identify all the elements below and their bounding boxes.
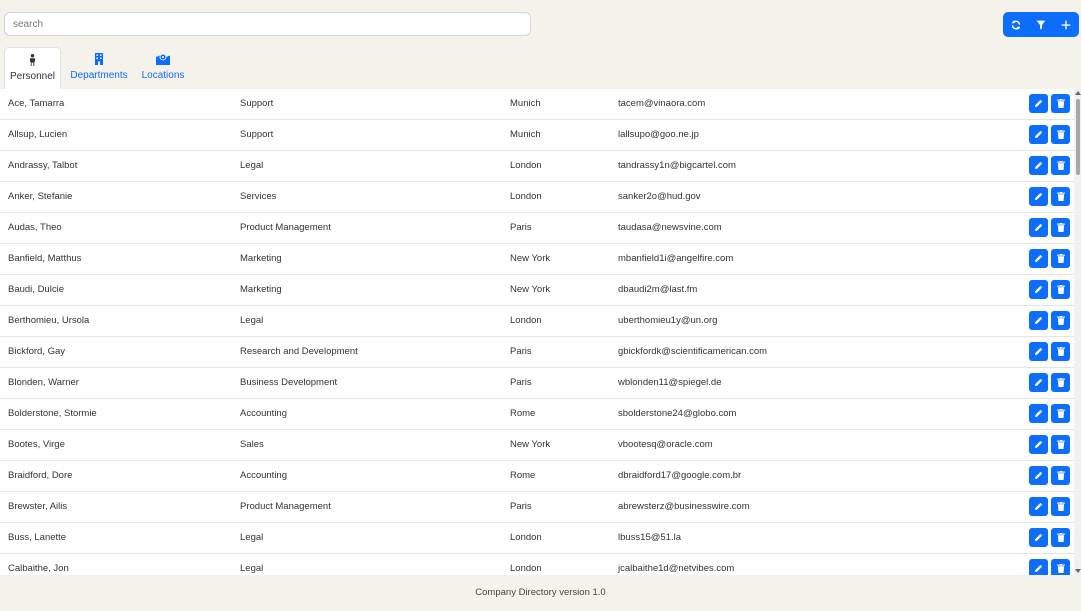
edit-button[interactable] — [1029, 280, 1048, 299]
map-location-icon — [156, 53, 170, 65]
search-input[interactable] — [4, 12, 531, 36]
tab-departments[interactable] — [61, 47, 137, 89]
edit-button[interactable] — [1029, 559, 1048, 575]
trash-icon — [1057, 161, 1065, 170]
table-row — [0, 306, 1074, 337]
department-cell: Research and Development — [240, 346, 358, 357]
filter-button[interactable] — [1028, 12, 1053, 37]
trash-icon — [1057, 254, 1065, 263]
edit-button[interactable] — [1029, 311, 1048, 330]
name-cell: Banfield, Matthus — [8, 253, 82, 264]
pencil-icon — [1034, 347, 1043, 356]
department-cell: Legal — [240, 160, 264, 171]
row-actions — [1029, 342, 1070, 361]
name-cell: Andrassy, Talbot — [8, 160, 78, 171]
name-cell: Ace, Tamarra — [8, 98, 65, 109]
location-cell: Rome — [510, 408, 536, 419]
row-actions — [1029, 435, 1070, 454]
row-actions — [1029, 94, 1070, 113]
delete-button[interactable] — [1051, 311, 1070, 330]
trash-icon — [1057, 378, 1065, 387]
email-cell: vbootesq@oracle.com — [618, 439, 713, 450]
location-cell: Paris — [510, 501, 532, 512]
pencil-icon — [1034, 533, 1043, 542]
delete-button[interactable] — [1051, 125, 1070, 144]
refresh-button[interactable] — [1003, 12, 1028, 37]
row-actions — [1029, 125, 1070, 144]
email-cell: taudasa@newsvine.com — [618, 222, 722, 233]
refresh-icon — [1011, 20, 1021, 30]
table-row — [0, 275, 1074, 306]
trash-icon — [1057, 223, 1065, 232]
delete-button[interactable] — [1051, 280, 1070, 299]
pencil-icon — [1034, 471, 1043, 480]
edit-button[interactable] — [1029, 249, 1048, 268]
table-row — [0, 461, 1074, 492]
row-actions — [1029, 249, 1070, 268]
email-cell: wblonden11@spiegel.de — [618, 377, 722, 388]
department-cell: Marketing — [240, 284, 282, 295]
pencil-icon — [1034, 285, 1043, 294]
building-icon — [94, 53, 104, 65]
row-actions — [1029, 280, 1070, 299]
delete-button[interactable] — [1051, 497, 1070, 516]
edit-button[interactable] — [1029, 156, 1048, 175]
vertical-scrollbar[interactable] — [1074, 89, 1081, 575]
location-cell: Paris — [510, 346, 532, 357]
trash-icon — [1057, 471, 1065, 480]
name-cell: Allsup, Lucien — [8, 129, 68, 140]
trash-icon — [1057, 192, 1065, 201]
row-actions — [1029, 218, 1070, 237]
tab-personnel[interactable] — [4, 47, 61, 89]
trash-icon — [1057, 502, 1065, 511]
pencil-icon — [1034, 378, 1043, 387]
pencil-icon — [1034, 130, 1043, 139]
filter-icon — [1036, 20, 1046, 30]
name-cell: Bolderstone, Stormie — [8, 408, 97, 419]
delete-button[interactable] — [1051, 218, 1070, 237]
trash-icon — [1057, 409, 1065, 418]
name-cell: Baudi, Dulcie — [8, 284, 64, 295]
scroll-down-icon[interactable] — [1075, 569, 1081, 573]
row-actions — [1029, 373, 1070, 392]
location-cell: New York — [510, 284, 551, 295]
location-cell: London — [510, 563, 542, 574]
email-cell: lallsupo@goo.ne.jp — [618, 129, 699, 140]
person-icon — [28, 54, 37, 66]
pencil-icon — [1034, 440, 1043, 449]
delete-button[interactable] — [1051, 404, 1070, 423]
tab-label: Departments — [70, 70, 128, 81]
department-cell: Legal — [240, 563, 264, 574]
email-cell: dbaudi2m@last.fm — [618, 284, 698, 295]
trash-icon — [1057, 347, 1065, 356]
trash-icon — [1057, 440, 1065, 449]
edit-button[interactable] — [1029, 466, 1048, 485]
add-button[interactable] — [1054, 12, 1079, 37]
email-cell: abrewsterz@businesswire.com — [618, 501, 750, 512]
name-cell: Audas, Theo — [8, 222, 62, 233]
row-actions — [1029, 404, 1070, 423]
pencil-icon — [1034, 192, 1043, 201]
location-cell: Munich — [510, 98, 541, 109]
delete-button[interactable] — [1051, 435, 1070, 454]
delete-button[interactable] — [1051, 373, 1070, 392]
table-row — [0, 337, 1074, 368]
pencil-icon — [1034, 99, 1043, 108]
trash-icon — [1057, 564, 1065, 573]
location-cell: London — [510, 160, 542, 171]
table-row — [0, 120, 1074, 151]
table-row — [0, 399, 1074, 430]
edit-button[interactable] — [1029, 218, 1048, 237]
table-row — [0, 430, 1074, 461]
pencil-icon — [1034, 223, 1043, 232]
department-cell: Legal — [240, 315, 264, 326]
department-cell: Legal — [240, 532, 264, 543]
name-cell: Blonden, Warner — [8, 377, 79, 388]
row-actions — [1029, 559, 1070, 575]
trash-icon — [1057, 533, 1065, 542]
department-cell: Business Development — [240, 377, 338, 388]
row-actions — [1029, 466, 1070, 485]
top-bar — [0, 0, 1081, 46]
delete-button[interactable] — [1051, 342, 1070, 361]
tab-label: Locations — [141, 70, 185, 81]
tab-bar — [4, 47, 189, 89]
trash-icon — [1057, 99, 1065, 108]
location-cell: New York — [510, 253, 551, 264]
toolbar-button-group — [1003, 12, 1079, 37]
row-actions — [1029, 156, 1070, 175]
table-row — [0, 368, 1074, 399]
name-cell: Buss, Lanette — [8, 532, 67, 543]
name-cell: Bootes, Virge — [8, 439, 65, 450]
department-cell: Support — [240, 129, 274, 140]
department-cell: Product Management — [240, 501, 331, 512]
edit-button[interactable] — [1029, 528, 1048, 547]
name-cell: Brewster, Ailis — [8, 501, 68, 512]
location-cell: Rome — [510, 470, 536, 481]
trash-icon — [1057, 285, 1065, 294]
location-cell: Paris — [510, 377, 532, 388]
department-cell: Sales — [240, 439, 264, 450]
location-cell: New York — [510, 439, 551, 450]
email-cell: uberthomieu1y@un.org — [618, 315, 718, 326]
delete-button[interactable] — [1051, 156, 1070, 175]
email-cell: lbuss15@51.la — [618, 532, 681, 543]
row-actions — [1029, 187, 1070, 206]
edit-button[interactable] — [1029, 373, 1048, 392]
row-actions — [1029, 497, 1070, 516]
footer — [0, 575, 1081, 608]
table-row — [0, 492, 1074, 523]
delete-button[interactable] — [1051, 94, 1070, 113]
name-cell: Braidford, Dore — [8, 470, 73, 481]
trash-icon — [1057, 130, 1065, 139]
table-row — [0, 151, 1074, 182]
email-cell: sanker2o@hud.gov — [618, 191, 701, 202]
name-cell: Calbaithe, Jon — [8, 563, 69, 574]
delete-button[interactable] — [1051, 187, 1070, 206]
table-row — [0, 523, 1074, 554]
delete-button[interactable] — [1051, 466, 1070, 485]
location-cell: London — [510, 315, 542, 326]
email-cell: dbraidford17@google.com.br — [618, 470, 742, 481]
edit-button[interactable] — [1029, 404, 1048, 423]
email-cell: sbolderstone24@globo.com — [618, 408, 737, 419]
email-cell: gbickfordk@scientificamerican.com — [618, 346, 768, 357]
delete-button[interactable] — [1051, 559, 1070, 575]
personnel-table — [0, 89, 1074, 575]
footer-text: Company Directory version 1.0 — [475, 587, 606, 598]
table-row — [0, 554, 1074, 575]
department-cell: Accounting — [240, 470, 288, 481]
name-cell: Anker, Stefanie — [8, 191, 73, 202]
email-cell: jcalbaithe1d@netvibes.com — [618, 563, 735, 574]
department-cell: Accounting — [240, 408, 288, 419]
edit-button[interactable] — [1029, 94, 1048, 113]
email-cell: mbanfield1i@angelfire.com — [618, 253, 734, 264]
email-cell: tacem@vinaora.com — [618, 98, 706, 109]
edit-button[interactable] — [1029, 497, 1048, 516]
row-actions — [1029, 528, 1070, 547]
location-cell: London — [510, 532, 542, 543]
edit-button[interactable] — [1029, 187, 1048, 206]
department-cell: Product Management — [240, 222, 331, 233]
edit-button[interactable] — [1029, 125, 1048, 144]
pencil-icon — [1034, 161, 1043, 170]
pencil-icon — [1034, 316, 1043, 325]
scroll-up-icon[interactable] — [1075, 91, 1081, 95]
location-cell: London — [510, 191, 542, 202]
pencil-icon — [1034, 564, 1043, 573]
row-actions — [1029, 311, 1070, 330]
table-row — [0, 182, 1074, 213]
trash-icon — [1057, 316, 1065, 325]
department-cell: Marketing — [240, 253, 282, 264]
delete-button[interactable] — [1051, 528, 1070, 547]
location-cell: Paris — [510, 222, 532, 233]
plus-icon — [1061, 20, 1071, 30]
pencil-icon — [1034, 409, 1043, 418]
table-row — [0, 89, 1074, 120]
tab-label: Personnel — [9, 71, 56, 82]
pencil-icon — [1034, 502, 1043, 511]
department-cell: Services — [240, 191, 277, 202]
table-row — [0, 244, 1074, 275]
pencil-icon — [1034, 254, 1043, 263]
table-row — [0, 213, 1074, 244]
delete-button[interactable] — [1051, 249, 1070, 268]
name-cell: Berthomieu, Ursola — [8, 315, 90, 326]
scroll-thumb[interactable] — [1076, 99, 1080, 175]
edit-button[interactable] — [1029, 342, 1048, 361]
location-cell: Munich — [510, 129, 541, 140]
tab-locations[interactable] — [137, 47, 189, 89]
edit-button[interactable] — [1029, 435, 1048, 454]
name-cell: Bickford, Gay — [8, 346, 66, 357]
department-cell: Support — [240, 98, 274, 109]
email-cell: tandrassy1n@bigcartel.com — [618, 160, 736, 171]
